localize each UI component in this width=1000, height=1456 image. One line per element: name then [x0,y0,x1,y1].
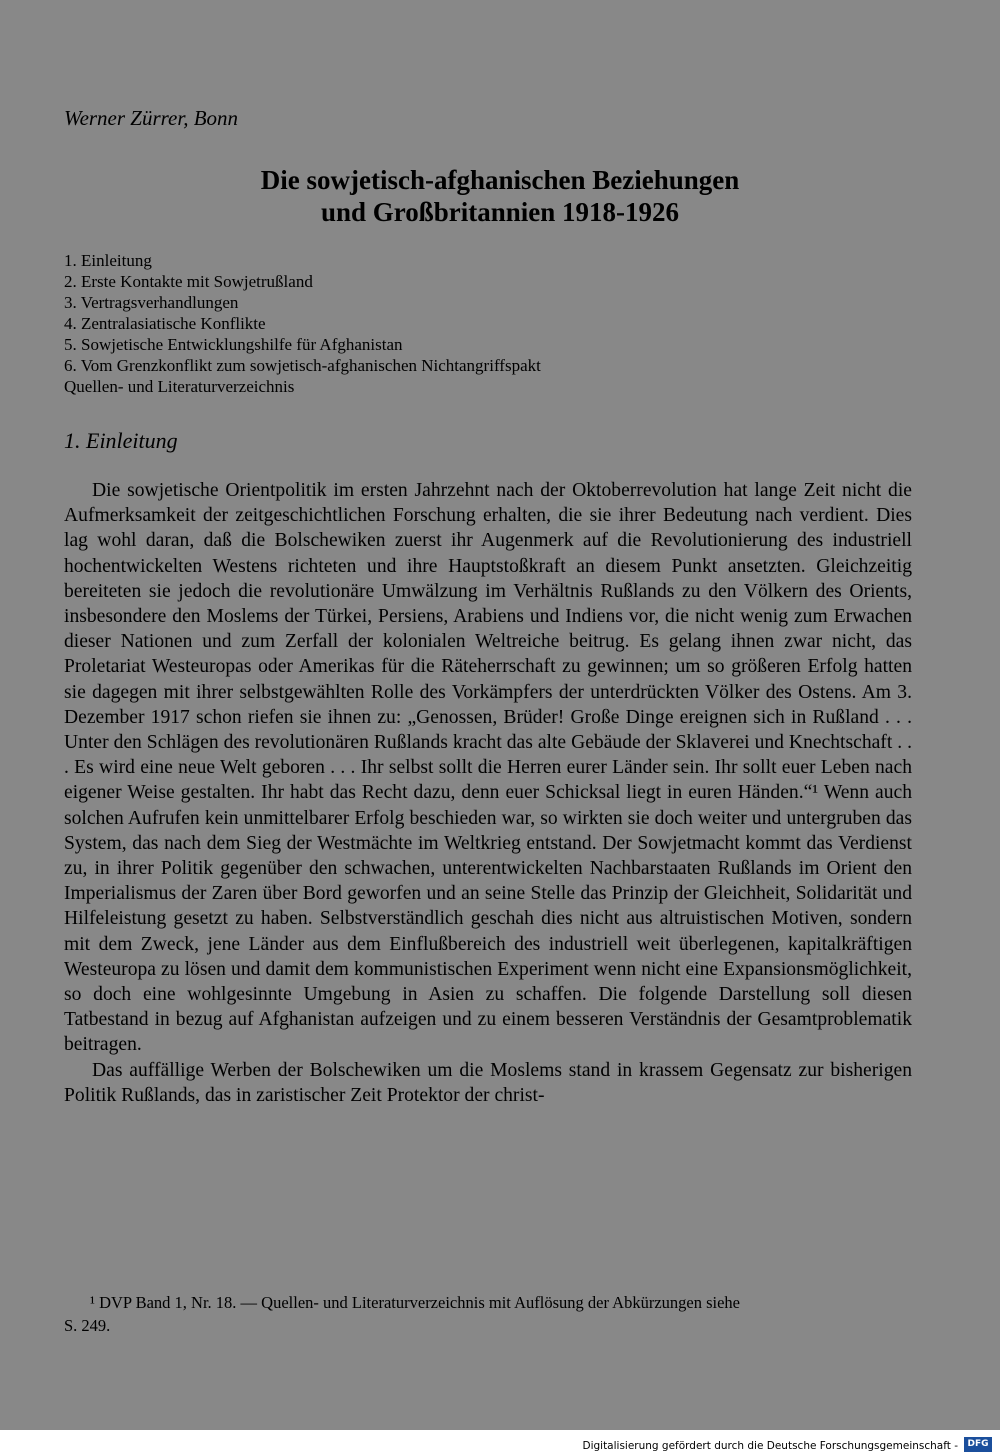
section-heading: 1. Einleitung [64,428,178,453]
toc-item: Quellen- und Literaturverzeichnis [64,377,295,396]
toc-item: 5. Sowjetische Entwicklungshilfe für Afghanistan [64,335,403,354]
table-of-contents [64,250,924,397]
toc-item: 1. Einleitung [64,251,152,270]
author-line: Werner Zürrer, Bonn [64,106,239,130]
paragraph: Die sowjetische Orientpolitik im ersten Jahrzehnt nach der Oktoberrevolution hat lange Zeit nicht die Aufmerksamkeit der zeitgeschichtlichen Forschung erhalten, die sie ihrer Bedeutung nach verdient. Dies lag wohl daran, daß die Bolschewiken zuerst ihr Augenmerk auf die Revolutionierung des industriell hochentwickelten Westens richteten und ihre Hauptstoßkraft an diesem Punkt ansetzten. Gleichzeitig bereiteten sie jedoch die revolutionäre Umwälzung im Verhältnis Rußlands zu den Völkern des Orients, insbesondere den Moslems der Türkei, Persiens, Arabiens und Indiens vor, die nicht wenig zum Erwachen dieser Nationen und zum Zerfall der kolonialen Weltreiche beitrug. Es gelang ihnen zwar nicht, das Proletariat Westeuropas oder Amerikas für die Räteherrschaft zu gewinnen; um so größeren Erfolg hatten sie dagegen mit ihrer selbstgewählten Rolle des Vorkämpfers der unterdrückten Völker des Ostens. Am 3. Dezember 1917 schon riefen sie ihnen zu: „Genossen, Brüder! Große Dinge ereignen sich in Rußland . . . Unter den Schlägen des revolutionären Rußlands kracht das alte Gebäude der Sklaverei und Knechtschaft . . . Es wird eine neue Welt geboren . . . Ihr selbst sollt die Herren eurer Länder sein. Ihr sollt euer Leben nach eigener Weise gestalten. Ihr habt das Recht dazu, denn euer Schicksal liegt in euren Händen.“¹ Wenn auch solchen Aufrufen kein unmittelbarer Erfolg beschieden war, so wirkten sie doch weiter und untergruben das System, das nach dem Sieg der Westmächte im Weltkrieg entstand. Der Sowjetmacht kommt das Verdienst zu, in ihrer Politik gegenüber den schwachen, unterentwickelten Nachbarstaaten Rußlands im Orient den Imperialismus der Zaren über Bord geworfen und an seine Stelle das Prinzip der Gleichheit, Solidarität und Hilfeleistung gesetzt zu haben. Selbstverständlich geschah dies nicht aus altruistischen Motiven, sondern mit dem Zweck, jene Länder aus dem Einflußbereich des industriell weit überlegenen, kapitalkräftigen Westeuropa zu lösen und damit dem kommunistischen Experiment wenn nicht eine Expansionsmöglichkeit, so doch eine wohlgesinnte Umgebung in Asien zu schaffen. Die folgende Darstellung soll diesen Tatbestand in bezug auf Afghanistan aufzeigen und zu einem besseren Verständnis der Gesamtproblematik beitragen. [64,480,912,1056]
dfg-logo-icon: DFG [964,1437,992,1452]
footnote-line-2: S. 249. [64,1316,111,1335]
toc-item: 4. Zentralasiatische Konflikte [64,314,266,333]
toc-item: 6. Vom Grenzkonflikt zum sowjetisch-afghanischen Nichtangriffspakt [64,356,541,375]
toc-item: 2. Erste Kontakte mit Sowjetrußland [64,272,313,291]
footnote [64,1291,920,1337]
paragraph: Das auffällige Werben der Bolschewiken um die Moslems stand in krassem Gegensatz zur bisherigen Politik Rußlands, das in zaristischer Zeit Protektor der christ- [64,1059,912,1106]
title-line-1: Die sowjetisch-afghanischen Beziehungen [260,165,740,195]
body-text [64,478,912,1108]
toc-item: 3. Vertragsverhandlungen [64,293,239,312]
footnote-line-1: ¹ DVP Band 1, Nr. 18. — Quellen- und Literaturverzeichnis mit Auflösung der Abkürzungen siehe [90,1293,740,1312]
article-title [0,164,1000,228]
title-line-2: und Großbritannien 1918-1926 [320,197,680,227]
funding-note: Digitalisierung gefördert durch die Deutsche Forschungsgemeinschaft - [582,1440,958,1452]
